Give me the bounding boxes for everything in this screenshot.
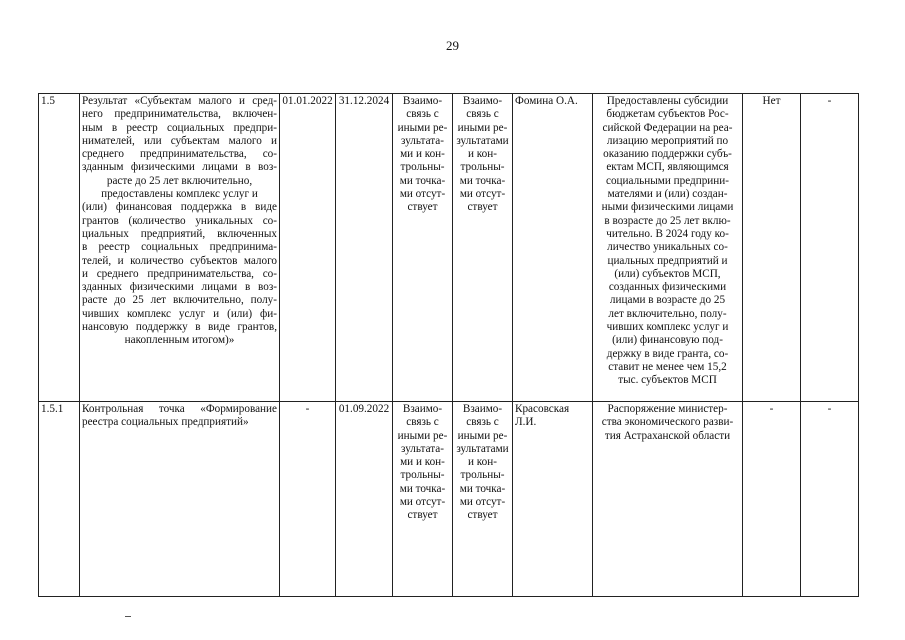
text-line: ми точка-: [459, 482, 506, 495]
text-line: связь с: [466, 416, 499, 429]
end-date: 01.09.2022: [336, 402, 393, 597]
text-line: трольны-: [400, 469, 445, 482]
start-date: -: [280, 402, 336, 597]
text-line: реестра социальных предприятий»: [82, 416, 249, 429]
text-line: ставит не менее чем 15,2: [608, 360, 727, 373]
text-line: расте до 25 лет включительно, полу-: [82, 294, 277, 307]
text-line: мателями и (или) создан-: [607, 188, 728, 201]
text-line: оказанию поддержки субъ-: [603, 148, 732, 161]
text-line: ми точка-: [399, 482, 446, 495]
text-line: зультатами: [456, 442, 509, 455]
text-line: (или) финансовую под-: [612, 334, 723, 347]
text-line: чивших комплекс услуг и: [606, 321, 729, 334]
end-date: 31.12.2024: [336, 94, 393, 402]
text-line: тия Астраханской области: [604, 429, 731, 442]
text-line: (или) субъектов МСП,: [614, 267, 721, 280]
text-line: лет включительно, полу-: [608, 307, 727, 320]
text-line: Взаимо-: [462, 403, 503, 415]
text-line: ми отсут-: [399, 496, 446, 509]
text-line: бюджетам субъектов Рос-: [606, 108, 729, 121]
text-line: зультатами: [456, 134, 509, 147]
row-number: 1.5.1: [39, 402, 80, 597]
text-line: Контрольная точка «Формирование: [82, 403, 277, 415]
text-line: зданным физическими лицами в воз-: [82, 161, 277, 174]
table-row: [39, 402, 859, 597]
text-line: связь с: [406, 108, 439, 121]
text-line: накопленным итогом)»: [124, 334, 235, 347]
responsible-person: Фомина О.А.: [513, 94, 593, 402]
start-date: 01.01.2022: [280, 94, 336, 402]
text-line: зультата-: [401, 134, 444, 147]
text-line: ми отсут-: [459, 188, 506, 201]
text-line: циальных предприятий, включенных: [82, 227, 277, 240]
text-line: Взаимо-: [402, 403, 443, 415]
relation-cell: [453, 94, 513, 402]
text-line: ствует: [407, 201, 438, 214]
text-line: ства экономического разви-: [601, 416, 734, 429]
table-row: [39, 94, 859, 402]
text-line: Предоставлены субсидии: [606, 95, 729, 107]
text-line: связь с: [406, 416, 439, 429]
text-line: чительно. В 2024 году ко-: [606, 227, 729, 240]
text-line: иными ре-: [457, 429, 508, 442]
text-line: нимателей, или субъектам малого и: [82, 134, 277, 147]
text-line: циальных предприятий и: [607, 254, 728, 267]
text-line: зультата-: [401, 442, 444, 455]
text-line: Результат «Субъектам малого и сред-: [82, 95, 277, 107]
text-line: и кон-: [468, 148, 497, 161]
text-line: иными ре-: [397, 121, 448, 134]
text-line: ми и кон-: [400, 148, 445, 161]
page-number: 29: [446, 38, 459, 53]
col10-value: -: [801, 402, 859, 597]
text-line: Распоряжение министер-: [607, 403, 728, 415]
text-line: иными ре-: [457, 121, 508, 134]
text-line: трольны-: [460, 161, 505, 174]
text-line: иными ре-: [397, 429, 448, 442]
text-line: ствует: [407, 509, 438, 522]
relation-cell: [393, 94, 453, 402]
text-line: Взаимо-: [402, 95, 443, 107]
text-line: расте до 25 лет включительно,: [106, 174, 253, 187]
text-line: нансовую поддержку в виде грантов,: [82, 321, 277, 334]
relation-cell: [453, 402, 513, 597]
text-line: среднего предпринимательства, со-: [82, 148, 277, 161]
text-line: трольны-: [460, 469, 505, 482]
text-line: ектам МСП, являющимся: [606, 161, 729, 174]
text-line: чивших комплекс услуг и (или) фи-: [82, 307, 277, 320]
col9-value: Нет: [743, 94, 801, 402]
text-line: ми точка-: [459, 174, 506, 187]
text-line: созданных физическими: [608, 281, 727, 294]
text-line: него предпринимательства, включен-: [82, 108, 277, 121]
text-line: ми отсут-: [399, 188, 446, 201]
row-description: [80, 402, 280, 597]
col10-value: -: [801, 94, 859, 402]
text-line: и кон-: [468, 456, 497, 469]
plan-table: [38, 93, 859, 597]
relation-cell: [393, 402, 453, 597]
row-number: 1.5: [39, 94, 80, 402]
text-line: ми и кон-: [400, 456, 445, 469]
text-line: и среднего предпринимательства, со-: [82, 267, 277, 280]
result-description: [593, 94, 743, 402]
text-line: ми точка-: [399, 174, 446, 187]
text-line: ми отсут-: [459, 496, 506, 509]
text-line: ствует: [467, 509, 498, 522]
text-line: социальными предприни-: [605, 174, 729, 187]
text-line: в реестр социальных предпринима-: [82, 241, 277, 254]
text-line: (или) финансовая поддержка в виде: [82, 201, 277, 214]
text-line: держку в виде гранта, со-: [606, 347, 729, 360]
text-line: ными физическими лицами: [601, 201, 734, 214]
text-line: предоставлены комплекс услуг и: [101, 188, 258, 201]
text-line: грантов (количество уникальных со-: [82, 214, 277, 227]
text-line: личество уникальных со-: [607, 241, 728, 254]
text-line: Взаимо-: [462, 95, 503, 107]
col9-value: -: [743, 402, 801, 597]
text-line: сийской Федерации на реа-: [602, 121, 733, 134]
result-description: [593, 402, 743, 597]
text-line: тыс. субъектов МСП: [618, 374, 717, 387]
text-line: ным в реестр социальных предпри-: [82, 121, 277, 134]
text-line: в возрасте до 25 лет вклю-: [604, 214, 731, 227]
scan-mark: [125, 616, 131, 617]
text-line: ствует: [467, 201, 498, 214]
responsible-person: Красовская Л.И.: [513, 402, 593, 597]
text-line: трольны-: [400, 161, 445, 174]
text-line: телей, и количество субъектов малого: [82, 254, 277, 267]
text-line: лизацию мероприятий по: [606, 134, 729, 147]
row-description: [80, 94, 280, 402]
text-line: зданных физическими лицами в воз-: [82, 281, 277, 294]
text-line: лицами в возрасте до 25: [609, 294, 726, 307]
text-line: связь с: [466, 108, 499, 121]
